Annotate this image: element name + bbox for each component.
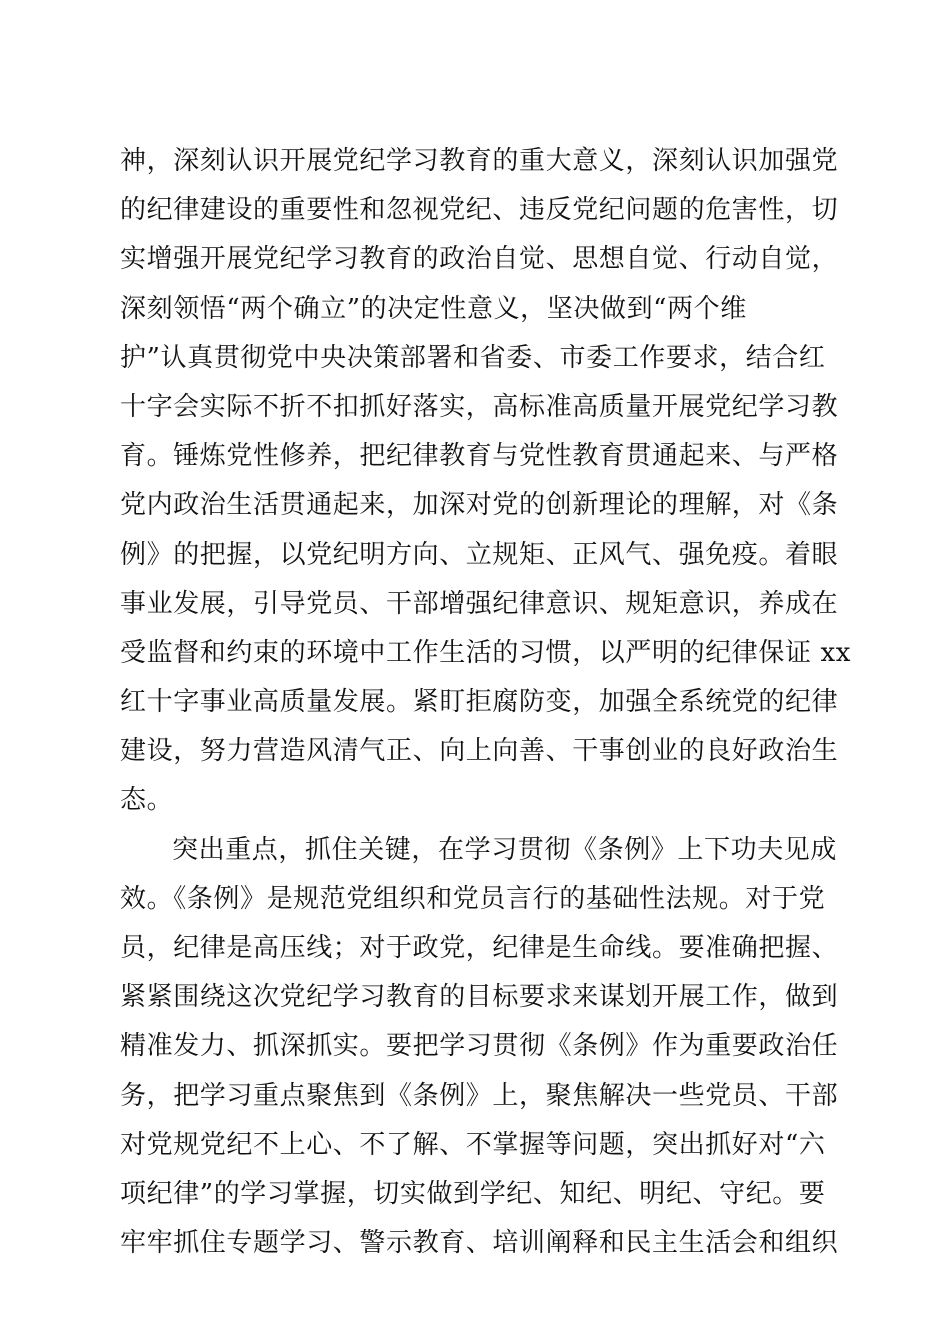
text-line: 神，深刻认识开展党纪学习教育的重大意义，深刻认识加强党	[120, 146, 839, 176]
paragraph-first-line: 突出重点，抓住关键，在学习贯彻《条例》上下功夫见成	[172, 834, 838, 865]
text-line: 员，纪律是高压线；对于政党，纪律是生命线。要准确把握、	[120, 933, 839, 963]
text-line: 精准发力、抓深抓实。要把学习贯彻《条例》作为重要政治任	[120, 1031, 839, 1062]
document-body	[120, 137, 851, 1268]
text-line: 例》的把握，以党纪明方向、立规矩、正风气、强免疫。着眼	[120, 539, 839, 570]
text-line: 育。锤炼党性修养，把纪律教育与党性教育贯通起来、与严格	[120, 441, 839, 472]
text-line: 的纪律建设的重要性和忽视党纪、违反党纪问题的危害性，切	[120, 195, 839, 226]
text-line: 实增强开展党纪学习教育的政治自觉、思想自觉、行动自觉，	[120, 244, 839, 275]
text-line: 对党规党纪不上心、不了解、不掌握等问题，突出抓好对“六	[120, 1129, 826, 1160]
text-line: 受监督和约束的环境中工作生活的习惯，以严明的纪律保证 xx	[120, 637, 851, 668]
text-line: 务，把学习重点聚焦到《条例》上，聚焦解决一些党员、干部	[120, 1080, 839, 1111]
text-line: 紧紧围绕这次党纪学习教育的目标要求来谋划开展工作，做到	[120, 982, 839, 1013]
text-line: 护”认真贯彻党中央决策部署和省委、市委工作要求，结合红	[120, 342, 826, 373]
text-line: 红十字事业高质量发展。紧盯拒腐防变，加强全系统党的纪律	[120, 687, 839, 718]
text-line: 深刻领悟“两个确立”的决定性意义，坚决做到“两个维	[120, 293, 747, 324]
text-line: 党内政治生活贯通起来，加深对党的创新理论的理解，对《条	[120, 490, 839, 521]
text-line: 态。	[120, 785, 174, 816]
text-line: 项纪律”的学习掌握，切实做到学纪、知纪、明纪、守纪。要	[120, 1178, 826, 1209]
text-line: 事业发展，引导党员、干部增强纪律意识、规矩意识，养成在	[120, 588, 839, 619]
text-line: 效。《条例》是规范党组织和党员言行的基础性法规。对于党	[120, 883, 826, 914]
text-line: 牢牢抓住专题学习、警示教育、培训阐释和民主生活会和组织	[120, 1228, 839, 1259]
text-line: 建设，努力营造风清气正、向上向善、干事创业的良好政治生	[120, 736, 839, 767]
text-line: 十字会实际不折不扣抓好落实，高标准高质量开展党纪学习教	[120, 391, 839, 422]
